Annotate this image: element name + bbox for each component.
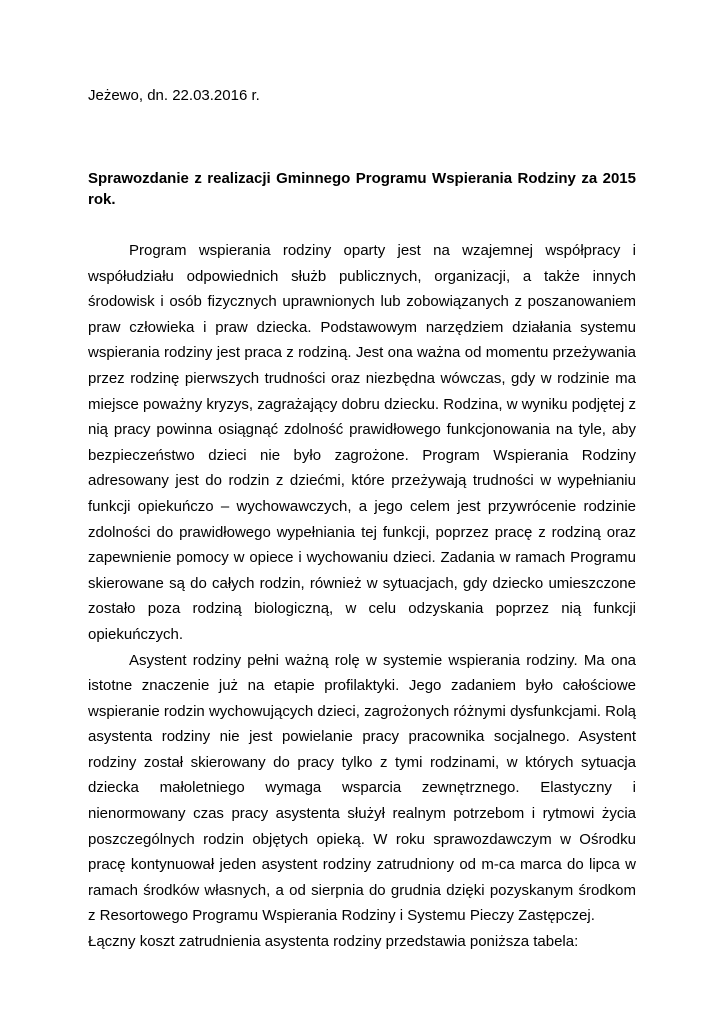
dateline: Jeżewo, dn. 22.03.2016 r. bbox=[88, 87, 260, 104]
paragraph-asystent: Asystent rodziny pełni ważną rolę w systemie wspierania rodziny. Ma ona istotne znaczenie już na etapie profilaktyki. Jego zadaniem było całościowe wspieranie rodzin wychowujących dzieci, zagrożonych różnymi dysfunkcjami. Rolą asystenta rodziny nie jest powielanie pracy pracownika socjalnego. Asystent rodziny został skierowany do pracy tylko z tymi rodzinami, w których sytuacja dziecka małoletniego wymaga wsparcia zewnętrznego. Elastyczny i nienormowany czas pracy asystenta służył realnym potrzebom i rytmowi życia poszczególnych rodzin objętych opieką. W roku sprawozdawczym w Ośrodku pracę kontynuował jeden asystent rodziny zatrudniony od m-ca marca do lipca w ramach środków własnych, a od sierpnia do grudnia dzięki pozyskanym środkom z Resortowego Programu Wspierania Rodziny i Systemu Pieczy Zastępczej. bbox=[88, 651, 636, 925]
paragraph-table-intro: Łączny koszt zatrudnienia asystenta rodziny przedstawia poniższa tabela: bbox=[88, 933, 579, 951]
document-body bbox=[88, 238, 636, 955]
paragraph-program: Program wspierania rodziny oparty jest na wzajemnej współpracy i współudziału odpowiednich służb publicznych, organizacji, a także innych środowisk i osób fizycznych uprawnionych lub zobowiązanych z poszanowaniem praw człowieka i praw dziecka. Podstawowym narzędziem działania systemu wspierania rodziny jest praca z rodziną. Jest ona ważna od momentu przeżywania przez rodzinę pierwszych trudności oraz niezbędna wówczas, gdy w rodzinie ma miejsce poważny kryzys, zagrażający dobru dziecku. Rodzina, w wyniku podjętej z nią pracy powinna osiągnąć zdolność prawidłowego funkcjonowania na tyle, aby bezpieczeństwo dzieci nie było zagrożone. Program Wspierania Rodziny adresowany jest do rodzin z dziećmi, które przeżywają trudności w wypełnianiu funkcji opiekuńczo – wychowawczych, a jego celem jest przywrócenie rodzinie zdolności do prawidłowego wypełniania tej funkcji, poprzez pracę z rodziną oraz zapewnienie pomocy w opiece i wychowaniu dzieci. Zadania w ramach Programu skierowane są do całych rodzin, również w sytuacjach, gdy dziecko umieszczone zostało poza rodziną biologiczną, w celu odzyskania poprzez nią funkcji opiekuńczych. bbox=[88, 242, 636, 643]
document-title: Sprawozdanie z realizacji Gminnego Programu Wspierania Rodziny za 2015 rok. bbox=[88, 170, 636, 208]
